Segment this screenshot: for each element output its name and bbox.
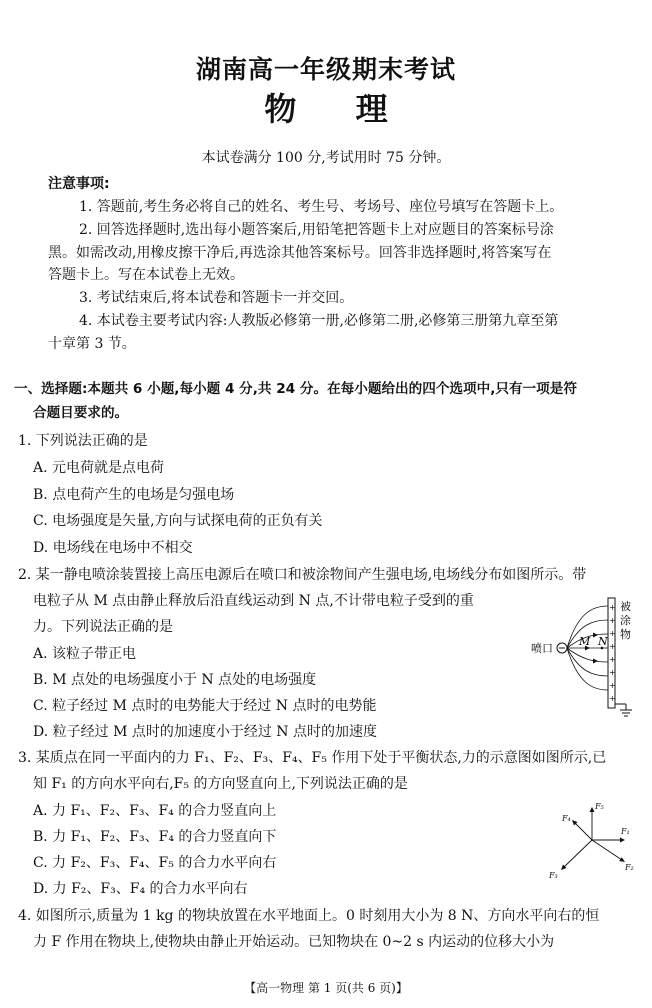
q2-stem: 2. 某一静电喷涂装置接上高压电源后在喷口和被涂物间产生强电场,电场线分布如图所示。带 (18, 567, 587, 583)
force-f4-line (574, 822, 592, 840)
q2-stem-cont: 力。下列说法正确的是 (33, 619, 173, 635)
q3-stem: 3. 某质点在同一平面内的力 F₁、F₂、F₃、F₄、F₅ 作用下处于平衡状态,力的示意图如图所示,已 (18, 750, 607, 766)
q4-stem-cont: 力 F 作用在物块上,使物块由静止开始运动。已知物块在 0~2 s 内运动的位移大小为 (33, 934, 555, 950)
q3-option-b: B. 力 F₁、F₂、F₃、F₄ 的合力竖直向下 (33, 829, 277, 845)
q2-option-c: C. 粒子经过 M 点时的电势能大于经过 N 点时的电势能 (33, 698, 377, 714)
q1-option-a: A. 元电荷就是点电荷 (33, 460, 165, 476)
svg-text:+: + (609, 616, 616, 625)
label-f3: F₃ (549, 871, 558, 880)
svg-text:+: + (609, 655, 616, 664)
q2-stem-cont: 电粒子从 M 点由静止释放后沿直线运动到 N 点,不计带电粒子受到的重 (33, 593, 474, 609)
label-f4: F₄ (562, 814, 571, 823)
force-f5-arrow (590, 807, 595, 812)
exam-info: 本试卷满分 100 分,考试用时 75 分钟。 (201, 150, 451, 166)
q3-stem-cont: 知 F₁ 的方向水平向右,F₅ 的方向竖直向上,下列说法正确的是 (33, 776, 408, 792)
force-f1-arrow (620, 838, 625, 843)
notes-heading: 注意事项: (48, 176, 110, 192)
spray-field-figure (528, 592, 644, 720)
note-line: 2. 回答选择题时,选出每小题答案后,用铅笔把答题卡上对应题目的答案标号涂 (79, 222, 554, 238)
svg-text:+: + (609, 642, 616, 651)
label-nozzle: 喷口 (531, 642, 553, 655)
svg-text:+: + (609, 681, 616, 690)
q1-option-b: B. 点电荷产生的电场是匀强电场 (33, 487, 235, 503)
label-n: N (598, 635, 608, 648)
q1-option-c: C. 电场强度是矢量,方向与试探电荷的正负有关 (33, 513, 323, 529)
section-heading: 一、选择题:本题共 6 小题,每小题 4 分,共 24 分。在每小题给出的四个选项中,只有一项是符 (14, 381, 577, 397)
exam-title: 湖南高一年级期末考试 (195, 55, 456, 84)
label-target-2: 涂 (620, 614, 631, 627)
q3-option-a: A. 力 F₁、F₂、F₃、F₄ 的合力竖直向上 (33, 803, 277, 819)
note-line: 十章第 3 节。 (48, 336, 136, 352)
svg-text:+: + (609, 694, 616, 703)
note-line: 4. 本试卷主要考试内容:人教版必修第一册,必修第二册,必修第三册第九章至第 (79, 313, 559, 329)
svg-text:+: + (609, 603, 616, 612)
note-line: 答题卡上。写在本试卷上无效。 (48, 267, 244, 283)
force-f2-arrow (619, 857, 625, 862)
note-line: 1. 答题前,考生务必将自己的姓名、考生号、考场号、座位号填写在答题卡上。 (79, 199, 564, 215)
target-plate (608, 598, 615, 708)
label-f1: F₁ (621, 827, 630, 836)
q3-option-d: D. 力 F₂、F₃、F₄ 的合力水平向右 (33, 881, 248, 897)
note-line: 黑。如需改动,用橡皮擦干净后,再选涂其他答案标号。回答非选择题时,将答案写在 (48, 245, 552, 261)
q2-option-a: A. 该粒子带正电 (33, 646, 137, 662)
note-line: 3. 考试结束后,将本试卷和答题卡一并交回。 (79, 290, 354, 306)
subject-title: 物 理 (264, 90, 388, 128)
svg-text:+: + (609, 629, 616, 638)
label-f5: F₅ (595, 802, 604, 811)
q1-option-d: D. 电场线在电场中不相交 (33, 540, 193, 556)
label-target-3: 物 (620, 628, 631, 641)
label-f2: F₂ (625, 863, 634, 872)
q4-stem: 4. 如图所示,质量为 1 kg 的物块放置在水平地面上。0 时刻用大小为 8 N、方向水平向右的恒 (18, 908, 600, 924)
label-m: M (579, 635, 591, 648)
force-f2-line (592, 840, 622, 860)
label-target-1: 被 (620, 600, 631, 613)
section-heading-cont: 合题目要求的。 (33, 405, 129, 421)
q1-stem: 1. 下列说法正确的是 (18, 433, 148, 449)
q2-option-b: B. M 点处的电场强度小于 N 点处的电场强度 (33, 672, 317, 688)
svg-text:+: + (609, 668, 616, 677)
q2-option-d: D. 粒子经过 M 点时的加速度小于经过 N 点时的加速度 (33, 724, 378, 740)
force-diagram (545, 798, 640, 886)
page-footer: 【高一物理 第 1 页(共 6 页)】 (244, 981, 408, 995)
force-f3-line (563, 840, 592, 868)
q3-option-c: C. 力 F₂、F₃、F₄、F₅ 的合力水平向右 (33, 855, 277, 871)
